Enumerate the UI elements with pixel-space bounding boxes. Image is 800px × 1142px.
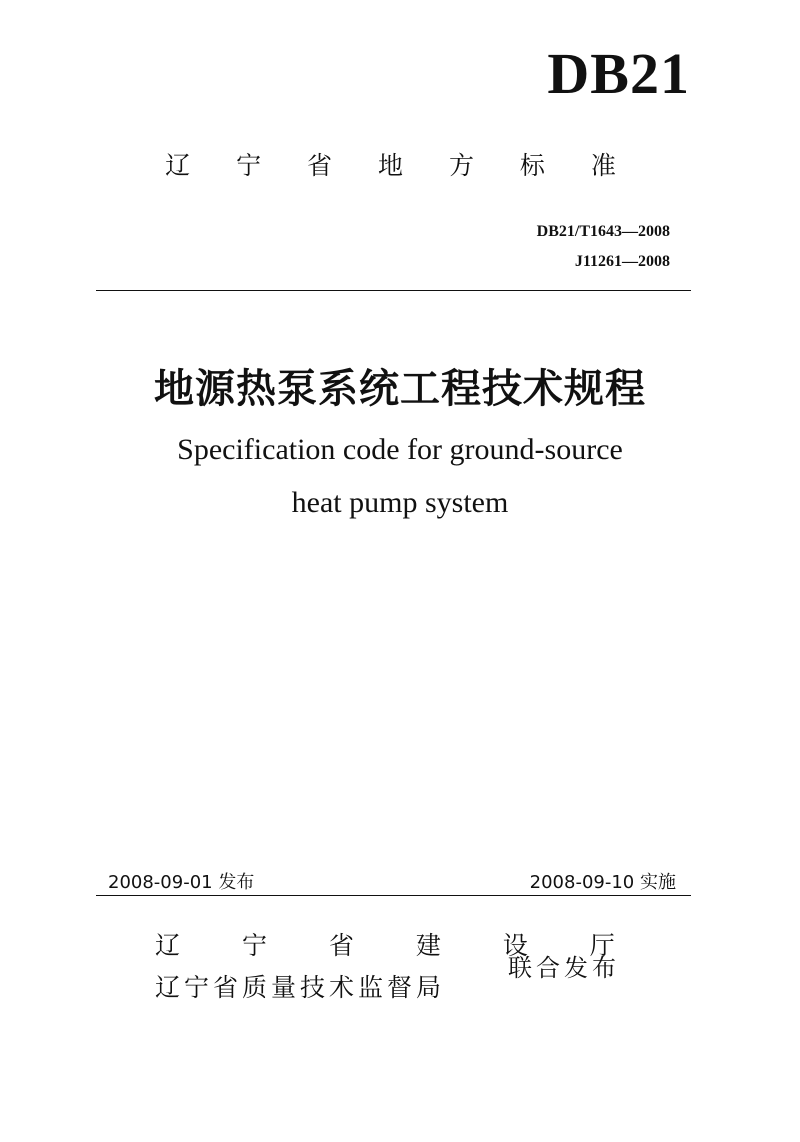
issuer-construction-department: 辽 宁 省 建 设 厅 bbox=[155, 931, 642, 960]
bottom-divider bbox=[96, 895, 691, 896]
implement-date: 2008-09-10 实施 bbox=[529, 872, 676, 893]
issue-date: 2008-09-01 发布 bbox=[108, 872, 255, 893]
standard-number: DB21/T1643—2008 bbox=[536, 223, 670, 240]
record-number: J11261—2008 bbox=[574, 253, 670, 270]
joint-issue-label: 联合发布 bbox=[508, 954, 620, 982]
db-code: DB21 bbox=[547, 41, 690, 106]
english-title-line2: heat pump system bbox=[291, 486, 509, 519]
standard-type: 辽 宁 省 地 方 标 准 bbox=[165, 151, 635, 180]
issuer-quality-bureau: 辽宁省质量技术监督局 bbox=[155, 973, 446, 1002]
top-divider bbox=[96, 290, 691, 291]
english-title-line1: Specification code for ground-source bbox=[177, 433, 623, 466]
chinese-title: 地源热泵系统工程技术规程 bbox=[154, 365, 646, 412]
